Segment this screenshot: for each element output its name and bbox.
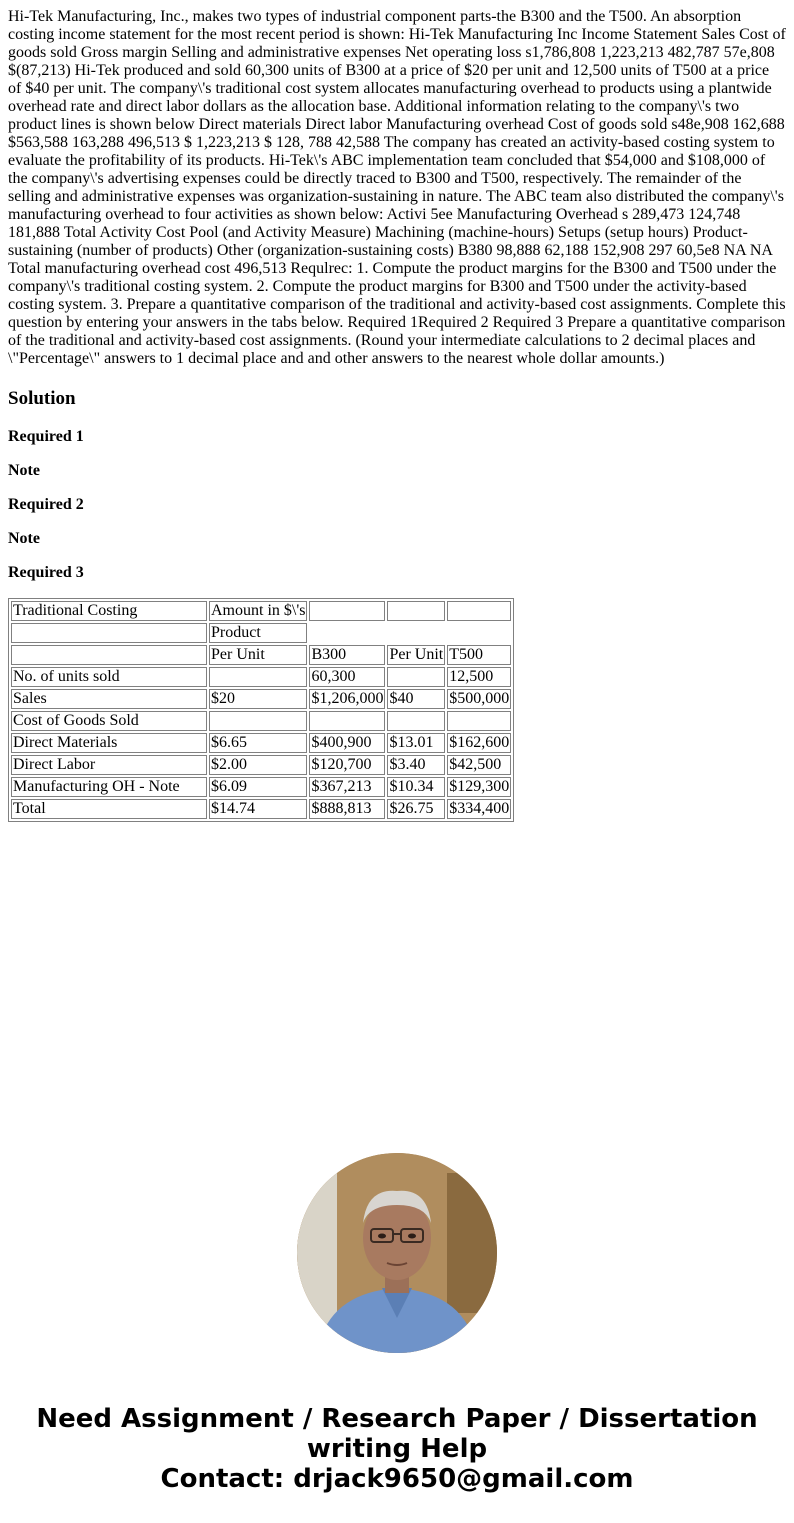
table-cell: $42,500 bbox=[447, 755, 511, 775]
traditional-costing-table bbox=[8, 598, 514, 822]
table-header-row bbox=[11, 601, 511, 621]
table-subheader-row bbox=[11, 623, 511, 643]
table-cell bbox=[209, 667, 307, 687]
required-2-heading: Required 2 bbox=[8, 496, 84, 513]
table-cell: $367,213 bbox=[309, 777, 385, 797]
table-cell bbox=[209, 711, 307, 731]
table-cell: $888,813 bbox=[309, 799, 385, 819]
table-cell: $3.40 bbox=[387, 755, 445, 775]
table-cell: $26.75 bbox=[387, 799, 445, 819]
note-1-heading: Note bbox=[8, 462, 40, 479]
promo-line-1: Need Assignment / Research Paper / Dissertation bbox=[36, 1404, 758, 1434]
table-row bbox=[11, 777, 511, 797]
table-cell: 12,500 bbox=[447, 667, 511, 687]
row-label: Direct Labor bbox=[11, 755, 207, 775]
table-cell: $400,900 bbox=[309, 733, 385, 753]
row-label: Total bbox=[11, 799, 207, 819]
table-cell: $6.65 bbox=[209, 733, 307, 753]
question-text: Hi-Tek Manufacturing, Inc., makes two types of industrial component parts-the B300 and the T500. An absorption costing income statement for the most recent period is shown: Hi-Tek Manufacturing Inc Income Statement Sales Cost of goods sold Gross margin Selling and administrative expenses Net operating loss s1,786,808 1,223,213 482,787 57e,808 $(87,213) Hi-Tek produced and sold 60,300 units of B300 at a price of $20 per unit and 12,500 units of T500 at a price of $40 per unit. The company\'s traditional cost system allocates manufacturing overhead to products using a plantwide overhead rate and direct labor dollars as the allocation base. Additional information relating to the company\'s two product lines is shown below Direct materials Direct labor Manufacturing overhead Cost of goods sold s48e,908 162,688 $563,588 163,288 496,513 $ 1,223,213 $ 128, 788 42,588 The company has created an activity-based costing system to evaluate the profitability of its products. Hi-Tek\'s ABC implementation team concluded that $54,000 and $108,000 of the company\'s advertising expenses could be directly traced to B300 and T500, respectively. The remainder of the selling and administrative expenses was organization-sustaining in nature. The ABC team also distributed the company\'s manufacturing overhead to four activities as shown below: Activi 5ee Manufacturing Overhead s 289,473 124,748 181,888 Total Activity Cost Pool (and Activity Measure) Machining (machine-hours) Setups (setup hours) Product-sustaining (number of products) Other (organization-sustaining costs) B380 98,888 62,188 152,908 297 60,5e8 NA NA Total manufacturing overhead cost 496,513 Requlrec: 1. Compute the product margins for the B300 and T500 under the company\'s traditional costing system. 2. Compute the product margins for B300 and T500 under the activity-based costing system. 3. Prepare a quantitative comparison of the traditional and activity-based cost assignments. Complete this question by entering your answers in the tabs below. Required 1Required 2 Required 3 Prepare a quantitative comparison of the traditional and activity-based cost assignments. (Round your intermediate calculations to 2 decimal places and \"Percentage\" answers to 1 decimal place and and other answers to the nearest whole dollar amounts.) bbox=[8, 8, 786, 367]
table-cell: $14.74 bbox=[209, 799, 307, 819]
table-cell bbox=[387, 711, 445, 731]
table-row bbox=[11, 689, 511, 709]
row-label: Cost of Goods Sold bbox=[11, 711, 207, 731]
empty-cell bbox=[387, 601, 445, 621]
portrait-image bbox=[297, 1153, 497, 1353]
empty-cell bbox=[11, 645, 207, 665]
table-cell: $120,700 bbox=[309, 755, 385, 775]
table-cell: $129,300 bbox=[449, 778, 510, 795]
table-cell: $20 bbox=[209, 689, 307, 709]
solution-heading: Solution bbox=[8, 388, 76, 409]
table-cell: $1,206,000 bbox=[311, 690, 384, 707]
table-cell: $162,600 bbox=[449, 734, 510, 751]
note-2-heading: Note bbox=[8, 530, 40, 547]
table-cell: $10.34 bbox=[387, 777, 445, 797]
table-cell: $13.01 bbox=[387, 733, 445, 753]
empty-cell bbox=[309, 623, 511, 643]
table-cell: 60,300 bbox=[309, 667, 385, 687]
empty-cell bbox=[447, 601, 511, 621]
table-row bbox=[11, 711, 511, 731]
table-cell bbox=[447, 711, 511, 731]
amount-header-cell: Amount in $\'s bbox=[211, 602, 306, 619]
empty-cell bbox=[11, 623, 207, 643]
promo-banner bbox=[0, 1404, 794, 1494]
row-label: Direct Materials bbox=[11, 733, 207, 753]
row-label: Sales bbox=[11, 689, 207, 709]
author-photo bbox=[297, 1153, 497, 1353]
table-cell: $40 bbox=[387, 689, 445, 709]
t500-header: T500 bbox=[447, 645, 511, 665]
required-1-heading: Required 1 bbox=[8, 428, 84, 445]
table-cell: $6.09 bbox=[209, 777, 307, 797]
row-label: No. of units sold bbox=[11, 667, 207, 687]
b300-header: B300 bbox=[309, 645, 385, 665]
table-cell: $334,400 bbox=[449, 800, 510, 817]
empty-cell bbox=[309, 601, 385, 621]
promo-contact[interactable]: Contact: drjack9650@gmail.com bbox=[160, 1464, 634, 1494]
table-row bbox=[11, 733, 511, 753]
per-unit-header: Per Unit bbox=[209, 645, 307, 665]
product-header-cell: Product bbox=[209, 623, 307, 643]
table-cell bbox=[309, 711, 385, 731]
table-column-header-row bbox=[11, 645, 511, 665]
table-cell bbox=[387, 667, 445, 687]
table-cell: $2.00 bbox=[209, 755, 307, 775]
per-unit-header: Per Unit bbox=[389, 646, 444, 663]
table-row bbox=[11, 755, 511, 775]
table-title-cell: Traditional Costing bbox=[11, 601, 207, 621]
table-row bbox=[11, 667, 511, 687]
table-row bbox=[11, 799, 511, 819]
required-3-heading: Required 3 bbox=[8, 564, 84, 581]
row-label: Manufacturing OH - Note bbox=[11, 777, 207, 797]
table-cell: $500,000 bbox=[449, 690, 510, 707]
promo-line-2: writing Help bbox=[306, 1434, 488, 1464]
